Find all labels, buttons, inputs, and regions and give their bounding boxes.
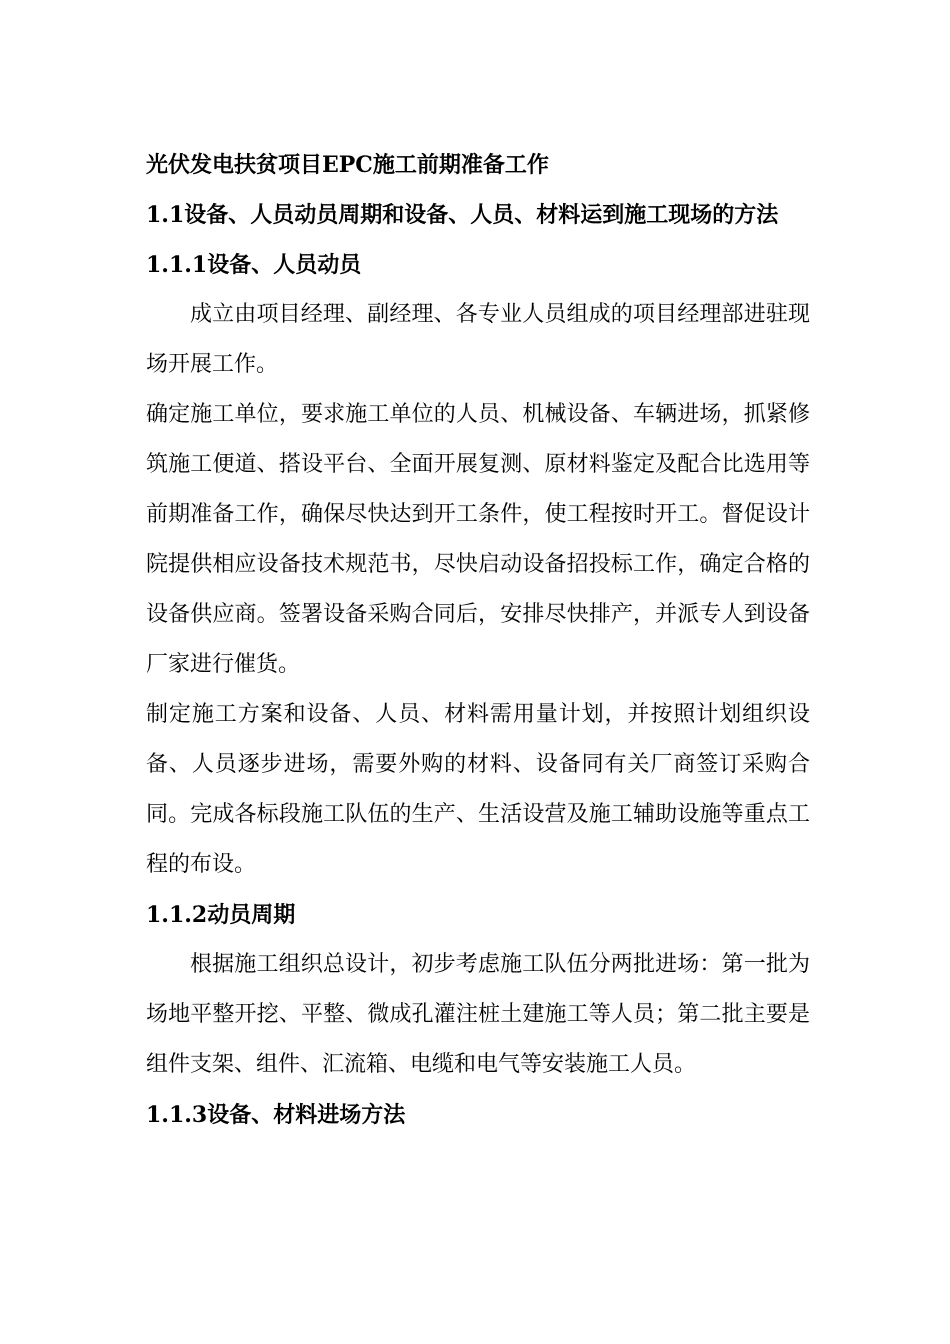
paragraph-project-department: 成立由项目经理、副经理、各专业人员组成的项目经理部进驻现场开展工作。 [146, 302, 810, 377]
document-title: 光伏发电扶贫项目EPC施工前期准备工作 [146, 152, 549, 178]
paragraph-mobilization-period: 根据施工组织总设计，初步考虑施工队伍分两批进场：第一批为场地平整开挖、平整、微成孔灌注桩土建施工等人员；第二批主要是组件支架、组件、汇流箱、电缆和电气等安装施工人员。 [146, 952, 810, 1077]
document-page [146, 140, 810, 1140]
paragraph-construction-unit: 确定施工单位，要求施工单位的人员、机械设备、车辆进场，抓紧修筑施工便道、搭设平台、全面开展复测、原材料鉴定及配合比选用等前期准备工作，确保尽快达到开工条件，使工程按时开工。督促设计院提供相应设备技术规范书，尽快启动设备招投标工作，确定合格的设备供应商。签署设备采购合同后，安排尽快排产，并派专人到设备厂家进行催货。 [146, 402, 810, 677]
section-heading-1-1-2: 1.1.2动员周期 [146, 902, 296, 928]
section-heading-1-1: 1.1设备、人员动员周期和设备、人员、材料运到施工现场的方法 [146, 202, 779, 228]
section-heading-1-1-3: 1.1.3设备、材料进场方法 [146, 1102, 406, 1128]
section-heading-1-1-1: 1.1.1设备、人员动员 [146, 252, 362, 278]
paragraph-construction-plan: 制定施工方案和设备、人员、材料需用量计划，并按照计划组织设备、人员逐步进场，需要外购的材料、设备同有关厂商签订采购合同。完成各标段施工队伍的生产、生活设营及施工辅助设施等重点工程的布设。 [146, 702, 810, 877]
